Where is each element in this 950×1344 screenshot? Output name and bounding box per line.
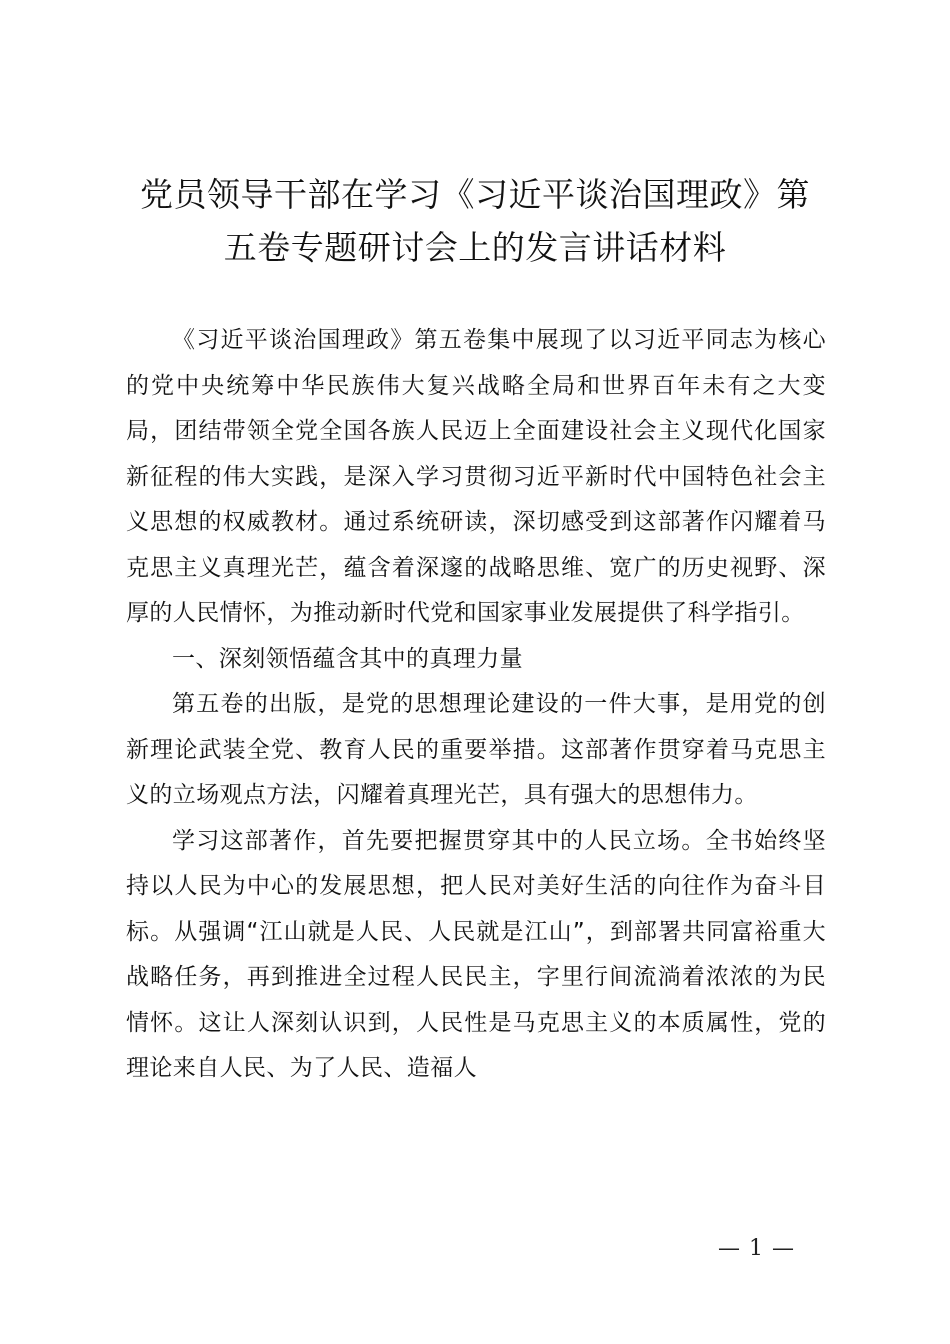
title-line-1: 党员领导干部在学习《习近平谈治国理政》第 xyxy=(140,175,810,214)
document-body xyxy=(126,318,826,1092)
page-number: — 1 — xyxy=(718,1236,795,1261)
body-paragraph: 学习这部著作，首先要把握贯穿其中的人民立场。全书始终坚持以人民为中心的发展思想，把人民对美好生活的向往作为奋斗目标。从强调“江山就是人民、人民就是江山”，到部署共同富裕重大战略任务，再到推进全过程人民民主，字里行间流淌着浓浓的为民情怀。这让人深刻认识到，人民性是马克思主义的本质属性，党的理论来自人民、为了人民、造福人 xyxy=(126,827,826,1081)
intro-paragraph: 《习近平谈治国理政》第五卷集中展现了以习近平同志为核心的党中央统筹中华民族伟大复兴战略全局和世界百年未有之大变局，团结带领全党全国各族人民迈上全面建设社会主义现代化国家新征程的伟大实践，是深入学习贯彻习近平新时代中国特色社会主义思想的权威教材。通过系统研读，深切感受到这部著作闪耀着马克思主义真理光芒，蕴含着深邃的战略思维、宽广的历史视野、深厚的人民情怀，为推动新时代党和国家事业发展提供了科学指引。 xyxy=(126,327,826,626)
section-heading: 一、深刻领悟蕴含其中的真理力量 xyxy=(172,645,523,672)
title-line-2: 五卷专题研讨会上的发言讲话材料 xyxy=(223,228,727,267)
body-paragraph: 第五卷的出版，是党的思想理论建设的一件大事，是用党的创新理论武装全党、教育人民的重要举措。这部著作贯穿着马克思主义的立场观点方法，闪耀着真理光芒，具有强大的思想伟力。 xyxy=(126,691,826,808)
document-title xyxy=(110,168,840,274)
